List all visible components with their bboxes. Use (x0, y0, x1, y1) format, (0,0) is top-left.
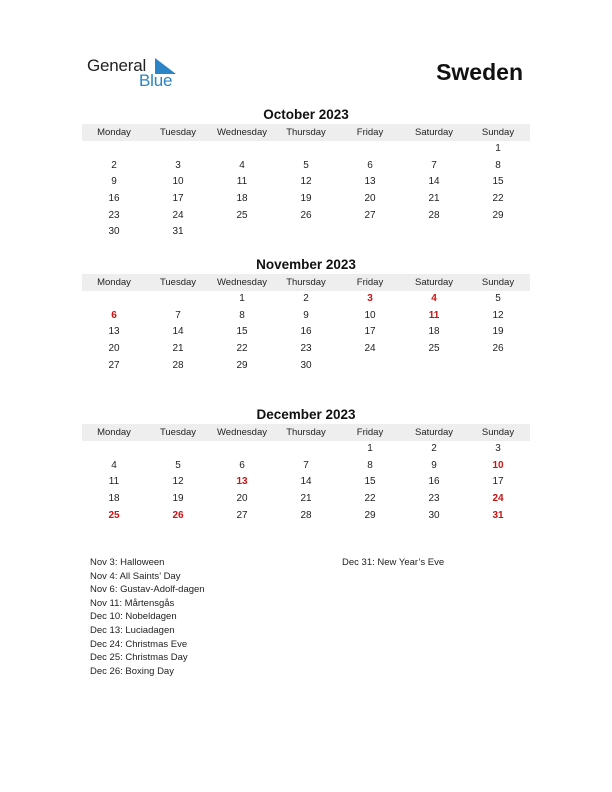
empty-day-cell (82, 291, 146, 308)
day-cell: 6 (239, 459, 245, 471)
day-cell: 26 (300, 209, 312, 221)
weekday-header: Saturday (402, 274, 466, 291)
empty-day-cell (338, 358, 402, 375)
holiday-item: Dec 10: Nobeldagen (90, 611, 177, 623)
holiday-item: Nov 3: Halloween (90, 557, 165, 568)
logo-text-blue: Blue (139, 71, 173, 90)
day-cell: 3 (175, 159, 181, 171)
calendar-grid (82, 274, 530, 374)
holiday-item: Nov 11: Mårtensgås (90, 597, 175, 609)
day-cell: 23 (108, 209, 120, 221)
empty-day-cell (146, 441, 210, 458)
day-cell: 26 (492, 343, 504, 355)
day-cell: 23 (300, 343, 312, 355)
day-cell: 27 (364, 209, 376, 221)
day-cell: 14 (172, 326, 184, 338)
holiday-item: Dec 31: New Year’s Eve (342, 557, 445, 568)
day-cell: 13 (236, 476, 248, 488)
weekday-header: Friday (338, 424, 402, 441)
day-cell: 27 (236, 509, 248, 521)
weekday-header: Wednesday (210, 274, 274, 291)
day-cell: 19 (172, 493, 184, 505)
day-cell: 22 (492, 193, 504, 205)
day-cell: 8 (495, 159, 501, 171)
day-cell: 31 (172, 226, 184, 238)
day-cell: 14 (300, 476, 312, 488)
day-cell: 24 (364, 343, 376, 355)
weekday-header: Friday (338, 274, 402, 291)
logo-text-general: General (87, 56, 147, 75)
day-cell: 12 (492, 309, 504, 321)
day-cell: 12 (300, 176, 312, 188)
day-cell: 25 (428, 343, 440, 355)
day-cell: 9 (431, 459, 437, 471)
day-cell: 19 (300, 193, 312, 205)
holiday-item: Nov 4: All Saints’ Day (90, 570, 181, 582)
day-cell: 27 (108, 359, 120, 371)
day-cell: 30 (428, 509, 440, 521)
day-cell: 30 (300, 359, 312, 371)
day-cell: 16 (108, 193, 120, 205)
day-cell: 20 (364, 193, 376, 205)
weekday-header: Tuesday (146, 424, 210, 441)
day-cell: 5 (175, 459, 181, 471)
day-cell: 6 (111, 309, 117, 321)
day-cell: 13 (364, 176, 376, 188)
day-cell: 1 (239, 293, 245, 304)
day-cell: 9 (303, 309, 309, 321)
empty-day-cell (466, 224, 530, 241)
month-title: October 2023 (263, 107, 349, 122)
day-cell: 7 (175, 309, 181, 321)
weekday-header: Wednesday (210, 124, 274, 141)
holiday-item: Nov 6: Gustav-Adolf-dagen (90, 584, 205, 596)
day-cell: 4 (111, 459, 117, 471)
day-cell: 10 (364, 309, 376, 321)
day-cell: 28 (428, 209, 440, 221)
day-cell: 18 (108, 493, 120, 505)
day-cell: 12 (172, 476, 184, 488)
day-cell: 2 (303, 293, 309, 304)
day-cell: 21 (300, 493, 312, 505)
holiday-list-column-2 (342, 556, 444, 570)
weekday-header: Tuesday (146, 274, 210, 291)
empty-day-cell (82, 441, 146, 458)
day-cell: 10 (492, 459, 504, 471)
day-cell: 16 (428, 476, 440, 488)
weekday-header: Thursday (274, 424, 338, 441)
day-cell: 7 (303, 459, 309, 471)
day-cell: 6 (367, 159, 373, 171)
day-cell: 29 (492, 209, 504, 221)
empty-day-cell (146, 291, 210, 308)
weekday-header: Sunday (466, 424, 530, 441)
day-cell: 28 (172, 359, 184, 371)
day-cell: 28 (300, 509, 312, 521)
empty-day-cell (146, 141, 210, 158)
weekday-header: Monday (82, 424, 146, 441)
country-title: Sweden (436, 59, 523, 85)
day-cell: 25 (236, 209, 248, 221)
weekday-header: Thursday (274, 124, 338, 141)
empty-day-cell (274, 141, 338, 158)
day-cell: 17 (492, 476, 504, 488)
day-cell: 11 (236, 176, 248, 188)
empty-day-cell (210, 141, 274, 158)
day-cell: 21 (172, 343, 184, 355)
day-cell: 9 (111, 176, 117, 188)
day-cell: 21 (428, 193, 440, 205)
day-cell: 23 (428, 493, 440, 505)
empty-day-cell (210, 224, 274, 241)
day-cell: 2 (111, 159, 117, 171)
holiday-item: Dec 13: Luciadagen (90, 624, 175, 636)
weekday-header: Sunday (466, 274, 530, 291)
empty-day-cell (402, 224, 466, 241)
day-cell: 2 (431, 443, 437, 454)
day-cell: 10 (172, 176, 184, 188)
day-cell: 8 (367, 459, 373, 471)
empty-day-cell (82, 141, 146, 158)
day-cell: 4 (239, 159, 245, 171)
day-cell: 25 (108, 509, 120, 521)
weekday-header: Tuesday (146, 124, 210, 141)
day-cell: 14 (428, 176, 440, 188)
day-cell: 22 (236, 343, 248, 355)
day-cell: 11 (428, 309, 440, 321)
weekday-header: Thursday (274, 274, 338, 291)
weekday-header: Saturday (402, 124, 466, 141)
holiday-item: Dec 25: Christmas Day (90, 652, 188, 664)
day-cell: 24 (172, 209, 184, 221)
day-cell: 22 (364, 493, 376, 505)
day-cell: 15 (236, 326, 248, 338)
day-cell: 15 (492, 176, 504, 188)
day-cell: 18 (236, 193, 248, 205)
day-cell: 11 (108, 476, 120, 488)
month-november-2023 (82, 257, 530, 374)
day-cell: 19 (492, 326, 504, 338)
weekday-header: Saturday (402, 424, 466, 441)
day-cell: 20 (236, 493, 248, 505)
empty-day-cell (274, 441, 338, 458)
calendar-grid (82, 124, 530, 241)
weekday-header: Friday (338, 124, 402, 141)
weekday-header: Monday (82, 124, 146, 141)
day-cell: 16 (300, 326, 312, 338)
empty-day-cell (402, 141, 466, 158)
month-december-2023 (82, 407, 530, 524)
empty-day-cell (210, 441, 274, 458)
day-cell: 29 (364, 509, 376, 521)
month-title: December 2023 (256, 407, 356, 422)
day-cell: 24 (492, 493, 504, 505)
day-cell: 30 (108, 226, 120, 238)
empty-day-cell (466, 358, 530, 375)
day-cell: 17 (172, 193, 184, 205)
day-cell: 3 (495, 443, 501, 454)
weekday-header: Monday (82, 274, 146, 291)
day-cell: 8 (239, 309, 245, 321)
day-cell: 18 (428, 326, 440, 338)
day-cell: 4 (431, 293, 437, 304)
empty-day-cell (338, 141, 402, 158)
day-cell: 17 (364, 326, 376, 338)
day-cell: 3 (367, 293, 373, 304)
day-cell: 5 (303, 159, 309, 171)
day-cell: 5 (495, 293, 501, 304)
holiday-item: Dec 24: Christmas Eve (90, 638, 188, 650)
day-cell: 1 (367, 443, 373, 454)
day-cell: 20 (108, 343, 120, 355)
day-cell: 26 (172, 509, 184, 521)
day-cell: 29 (236, 359, 248, 371)
month-title: November 2023 (256, 257, 356, 272)
empty-day-cell (274, 224, 338, 241)
day-cell: 31 (492, 509, 504, 521)
calendar-grid (82, 424, 530, 524)
day-cell: 1 (495, 143, 501, 154)
weekday-header: Wednesday (210, 424, 274, 441)
holiday-list-column-1 (90, 556, 205, 678)
empty-day-cell (338, 224, 402, 241)
empty-day-cell (402, 358, 466, 375)
holiday-item: Dec 26: Boxing Day (90, 665, 174, 677)
day-cell: 13 (108, 326, 120, 338)
weekday-header: Sunday (466, 124, 530, 141)
day-cell: 15 (364, 476, 376, 488)
month-october-2023 (82, 107, 530, 241)
day-cell: 7 (431, 159, 437, 171)
general-blue-logo (87, 56, 187, 92)
